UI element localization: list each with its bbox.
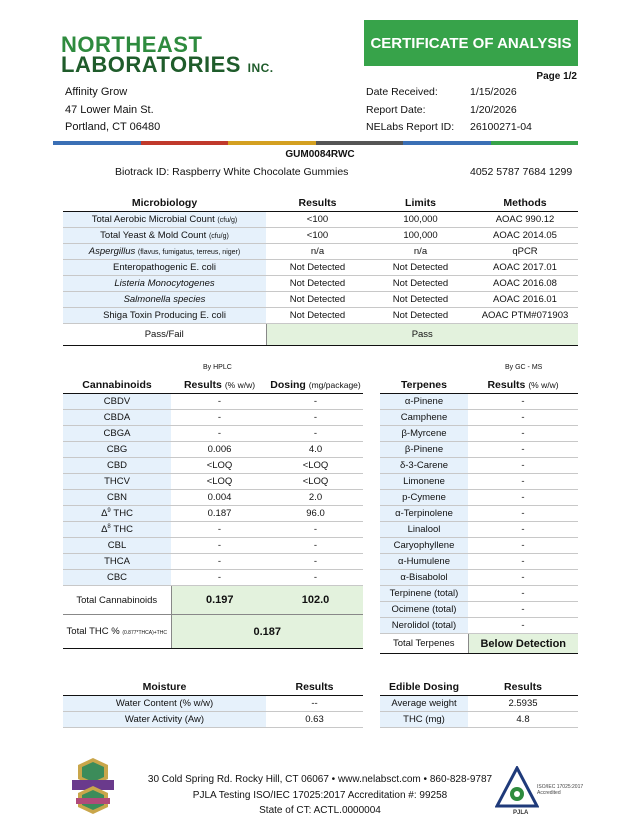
logo-northeast: NORTHEAST bbox=[61, 32, 203, 57]
table-row bbox=[380, 602, 578, 618]
pjla-accreditation-text: ISO/IEC 17025:2017 Accredited bbox=[537, 784, 584, 796]
cannabinoid-dose: - bbox=[268, 522, 363, 538]
stripe-segment bbox=[403, 141, 491, 145]
result: Not Detected bbox=[266, 260, 369, 276]
column-header: Terpenes bbox=[380, 376, 468, 394]
total-dose: 102.0 bbox=[268, 586, 363, 615]
stripe-segment bbox=[228, 141, 316, 145]
biotrack-id: Biotrack ID: Raspberry White Chocolate Gummies bbox=[115, 166, 349, 178]
table-row bbox=[380, 426, 578, 442]
table-row bbox=[380, 538, 578, 554]
test-name: Salmonella species bbox=[63, 292, 266, 308]
method: qPCR bbox=[472, 244, 578, 260]
footer-address: 30 Cold Spring Rd. Rocky Hill, CT 06067 • www.nelabsct.com • 860-828-9787 bbox=[147, 774, 493, 785]
total-thc-label: Total THC % (0.877*THCA)+THC bbox=[63, 615, 171, 649]
column-header: Results bbox=[266, 194, 369, 212]
cannabinoid-dose: - bbox=[268, 538, 363, 554]
cannabinoid-result: - bbox=[171, 538, 268, 554]
cannabinoid-dose: <LOQ bbox=[268, 474, 363, 490]
meta-label: NELabs Report ID: bbox=[366, 121, 455, 133]
column-header: Moisture bbox=[63, 679, 266, 696]
terpene-name: β-Myrcene bbox=[380, 426, 468, 442]
total-terpenes-row bbox=[380, 634, 578, 654]
meta-label: Date Received: bbox=[366, 86, 438, 98]
table-row bbox=[63, 276, 578, 292]
table-row bbox=[63, 308, 578, 324]
meta-value: 1/15/2026 bbox=[470, 86, 517, 98]
terpene-result: - bbox=[468, 554, 578, 570]
column-header: Limits bbox=[369, 194, 472, 212]
cannabinoid-name: CBC bbox=[63, 570, 171, 586]
cannabinoid-name: CBG bbox=[63, 442, 171, 458]
table-row bbox=[63, 442, 363, 458]
edible-name: Average weight bbox=[380, 696, 468, 712]
terpene-result: - bbox=[468, 442, 578, 458]
terpene-result: - bbox=[468, 458, 578, 474]
edible-result: 4.8 bbox=[468, 712, 578, 728]
total-cannabinoids-row bbox=[63, 586, 363, 615]
column-header: Dosing (mg/package) bbox=[268, 376, 363, 394]
moisture-table bbox=[63, 679, 363, 728]
terpene-result: - bbox=[468, 394, 578, 410]
result: <100 bbox=[266, 212, 369, 228]
terpene-name: Linalool bbox=[380, 522, 468, 538]
table-row bbox=[63, 538, 363, 554]
cannabinoid-result: - bbox=[171, 570, 268, 586]
sample-id-number: 4052 5787 7684 1299 bbox=[470, 166, 573, 178]
table-row bbox=[380, 506, 578, 522]
edible-dosing-table bbox=[380, 679, 578, 728]
cannabinoid-name: THCA bbox=[63, 554, 171, 570]
footer-accreditation: PJLA Testing ISO/IEC 17025:2017 Accreditation #: 99258 bbox=[192, 789, 448, 801]
result: Not Detected bbox=[266, 308, 369, 324]
logo-laboratories: LABORATORIES INC. bbox=[61, 52, 274, 77]
terpene-name: Camphene bbox=[380, 410, 468, 426]
cannabinoid-result: - bbox=[171, 554, 268, 570]
table-row bbox=[63, 426, 363, 442]
method: AOAC 2014.05 bbox=[472, 228, 578, 244]
stripe-segment bbox=[141, 141, 229, 145]
terpene-name: Caryophyllene bbox=[380, 538, 468, 554]
terpene-result: - bbox=[468, 586, 578, 602]
pjla-name: PJLA bbox=[513, 810, 529, 816]
terpene-result: - bbox=[468, 490, 578, 506]
table-row bbox=[380, 586, 578, 602]
table-row bbox=[380, 618, 578, 634]
terpene-name: Ocimene (total) bbox=[380, 602, 468, 618]
table-row bbox=[380, 474, 578, 490]
cannabinoids-table bbox=[63, 376, 363, 649]
terpene-name: α-Terpinolene bbox=[380, 506, 468, 522]
column-header: Results bbox=[266, 679, 363, 696]
microbiology-table bbox=[63, 194, 578, 346]
total-terpenes-label: Total Terpenes bbox=[380, 634, 468, 654]
column-header: Microbiology bbox=[63, 194, 266, 212]
result: Not Detected bbox=[266, 276, 369, 292]
cannabinoid-name: $\Delta^8$ THC bbox=[63, 522, 171, 538]
cannabinoid-dose: <LOQ bbox=[268, 458, 363, 474]
table-row bbox=[63, 570, 363, 586]
column-header: Methods bbox=[472, 194, 578, 212]
table-row bbox=[63, 394, 363, 410]
client-street: 47 Lower Main St. bbox=[65, 103, 154, 116]
result: n/a bbox=[266, 244, 369, 260]
terpene-result: - bbox=[468, 474, 578, 490]
edible-result: 2.5935 bbox=[468, 696, 578, 712]
table-row bbox=[63, 228, 578, 244]
terpene-name: Nerolidol (total) bbox=[380, 618, 468, 634]
table-row bbox=[380, 490, 578, 506]
cannabinoid-name: CBDA bbox=[63, 410, 171, 426]
method: AOAC 2016.01 bbox=[472, 292, 578, 308]
cannabinoid-name: THCV bbox=[63, 474, 171, 490]
cannabinoid-dose: 2.0 bbox=[268, 490, 363, 506]
terpene-name: α-Humulene bbox=[380, 554, 468, 570]
test-name: Total Yeast & Mold Count (cfu/g) bbox=[63, 228, 266, 244]
terpene-result: - bbox=[468, 522, 578, 538]
cannabinoid-dose: - bbox=[268, 554, 363, 570]
client-name: Affinity Grow bbox=[65, 86, 128, 98]
meta-label: Report Date: bbox=[366, 103, 426, 116]
table-row bbox=[63, 260, 578, 276]
table-row bbox=[380, 394, 578, 410]
stripe-segment bbox=[491, 141, 579, 145]
terpene-name: δ-3-Carene bbox=[380, 458, 468, 474]
limit: Not Detected bbox=[369, 292, 472, 308]
cannabinoid-name: CBD bbox=[63, 458, 171, 474]
table-row bbox=[380, 554, 578, 570]
table-row bbox=[63, 490, 363, 506]
total-thc-value: 0.187 bbox=[171, 615, 363, 649]
terpene-result: - bbox=[468, 570, 578, 586]
cannabinoid-dose: - bbox=[268, 410, 363, 426]
result: <100 bbox=[266, 228, 369, 244]
moisture-name: Water Content (% w/w) bbox=[63, 696, 266, 712]
table-row bbox=[380, 570, 578, 586]
method: AOAC 2016.08 bbox=[472, 276, 578, 292]
cannabinoid-result: - bbox=[171, 522, 268, 538]
passfail-label: Pass/Fail bbox=[63, 324, 266, 346]
certificate-banner: CERTIFICATE OF ANALYSIS bbox=[364, 20, 578, 66]
total-label: Total Cannabinoids bbox=[63, 586, 171, 615]
table-row bbox=[380, 410, 578, 426]
cannabinoid-result: - bbox=[171, 426, 268, 442]
gcms-note: By GC - MS bbox=[505, 364, 543, 371]
table-row bbox=[380, 458, 578, 474]
limit: 100,000 bbox=[369, 212, 472, 228]
table-row bbox=[63, 410, 363, 426]
terpene-result: - bbox=[468, 410, 578, 426]
table-row bbox=[380, 442, 578, 458]
cannabinoid-result: <LOQ bbox=[171, 474, 268, 490]
table-row bbox=[63, 244, 578, 260]
test-name: Listeria Monocytogenes bbox=[63, 276, 266, 292]
terpene-name: α-Pinene bbox=[380, 394, 468, 410]
cannabinoid-result: 0.187 bbox=[171, 506, 268, 522]
table-row bbox=[63, 696, 363, 712]
table-row bbox=[63, 458, 363, 474]
column-header: Results (% w/w) bbox=[171, 376, 268, 394]
cannabinoid-result: 0.004 bbox=[171, 490, 268, 506]
terpene-name: Terpinene (total) bbox=[380, 586, 468, 602]
terpene-result: - bbox=[468, 602, 578, 618]
footer-state: State of CT: ACTL.0000004 bbox=[259, 805, 381, 816]
column-header: Cannabinoids bbox=[63, 376, 171, 394]
column-header: Results bbox=[468, 679, 578, 696]
table-row bbox=[380, 712, 578, 728]
cannabinoid-result: - bbox=[171, 410, 268, 426]
pjla-logo-icon bbox=[495, 766, 585, 816]
moisture-result: 0.63 bbox=[266, 712, 363, 728]
hplc-note: By HPLC bbox=[203, 364, 232, 371]
test-name: Total Aerobic Microbial Count (cfu/g) bbox=[63, 212, 266, 228]
column-header: Results (% w/w) bbox=[468, 376, 578, 394]
passfail-value: Pass bbox=[266, 324, 578, 346]
table-row bbox=[63, 554, 363, 570]
cannabinoid-name: CBN bbox=[63, 490, 171, 506]
terpene-name: α-Bisabolol bbox=[380, 570, 468, 586]
terpene-name: Limonene bbox=[380, 474, 468, 490]
cannabinoid-result: 0.006 bbox=[171, 442, 268, 458]
terpene-result: - bbox=[468, 618, 578, 634]
cannabinoid-name: $\Delta^9$ THC bbox=[63, 506, 171, 522]
cannabinoid-dose: - bbox=[268, 570, 363, 586]
cannabinoid-name: CBDV bbox=[63, 394, 171, 410]
terpene-result: - bbox=[468, 426, 578, 442]
limit: Not Detected bbox=[369, 260, 472, 276]
terpenes-table bbox=[380, 376, 578, 654]
table-row bbox=[63, 712, 363, 728]
column-header: Edible Dosing bbox=[380, 679, 468, 696]
terpene-name: β-Pinene bbox=[380, 442, 468, 458]
table-row bbox=[63, 212, 578, 228]
test-name: Enteropathogenic E. coli bbox=[63, 260, 266, 276]
cannabinoid-result: <LOQ bbox=[171, 458, 268, 474]
cannabinoid-dose: - bbox=[268, 426, 363, 442]
terpene-result: - bbox=[468, 538, 578, 554]
total-result: 0.197 bbox=[171, 586, 268, 615]
method: AOAC 2017.01 bbox=[472, 260, 578, 276]
table-row bbox=[63, 506, 363, 522]
cannabinoid-name: CBL bbox=[63, 538, 171, 554]
moisture-name: Water Activity (Aw) bbox=[63, 712, 266, 728]
edible-name: THC (mg) bbox=[380, 712, 468, 728]
table-row bbox=[63, 522, 363, 538]
method: AOAC 990.12 bbox=[472, 212, 578, 228]
table-row bbox=[380, 696, 578, 712]
table-row bbox=[63, 292, 578, 308]
meta-value: 26100271-04 bbox=[470, 121, 532, 133]
cannabinoid-result: - bbox=[171, 394, 268, 410]
client-city: Portland, CT 06480 bbox=[65, 121, 161, 133]
cannabinoid-dose: - bbox=[268, 394, 363, 410]
limit: Not Detected bbox=[369, 308, 472, 324]
meta-value: 1/20/2026 bbox=[470, 103, 517, 116]
test-name: Shiga Toxin Producing E. coli bbox=[63, 308, 266, 324]
stripe-segment bbox=[316, 141, 404, 145]
test-name: Aspergillus (flavus, fumigatus, terreus, niger) bbox=[63, 244, 266, 260]
cannabinoid-dose: 96.0 bbox=[268, 506, 363, 522]
report-meta bbox=[366, 84, 532, 137]
batch-id: GUM0084RWC bbox=[285, 149, 355, 160]
moisture-result: -- bbox=[266, 696, 363, 712]
color-stripe bbox=[53, 141, 578, 145]
passfail-row bbox=[63, 324, 578, 346]
stripe-segment bbox=[53, 141, 141, 145]
client-address bbox=[65, 84, 160, 137]
cannabinoid-name: CBGA bbox=[63, 426, 171, 442]
limit: n/a bbox=[369, 244, 472, 260]
total-thc-row bbox=[63, 615, 363, 649]
result: Not Detected bbox=[266, 292, 369, 308]
cannabinoid-dose: 4.0 bbox=[268, 442, 363, 458]
table-row bbox=[63, 474, 363, 490]
terpene-result: - bbox=[468, 506, 578, 522]
limit: 100,000 bbox=[369, 228, 472, 244]
method: AOAC PTM#071903 bbox=[472, 308, 578, 324]
table-row bbox=[380, 522, 578, 538]
terpene-name: p-Cymene bbox=[380, 490, 468, 506]
limit: Not Detected bbox=[369, 276, 472, 292]
total-terpenes-value: Below Detection bbox=[468, 634, 578, 654]
page-number: Page 1/2 bbox=[536, 71, 577, 82]
